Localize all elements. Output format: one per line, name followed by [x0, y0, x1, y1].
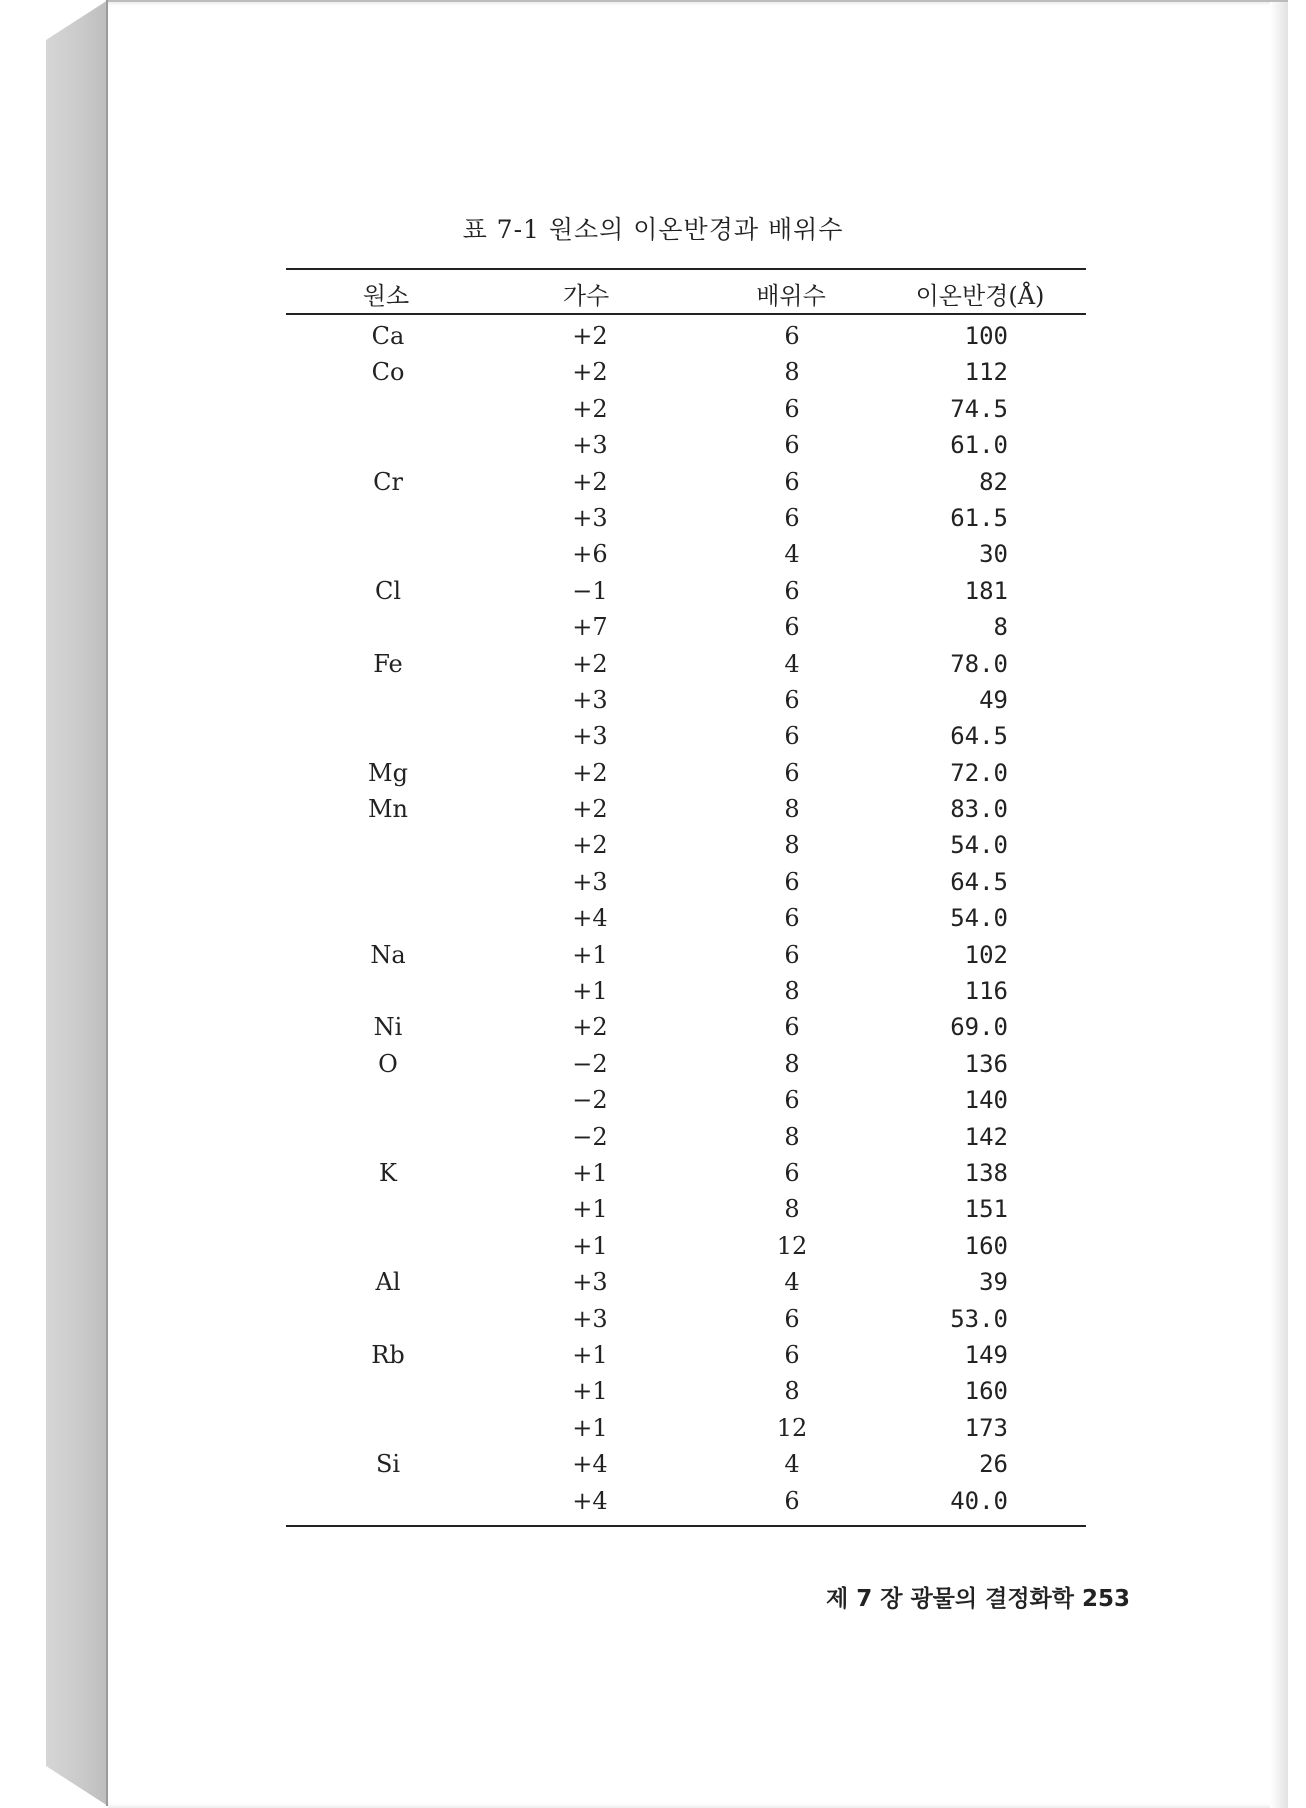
coordination-cell: 6: [784, 1158, 800, 1187]
table-row: [0, 1121, 1306, 1157]
table-row: [0, 1157, 1306, 1193]
table-row: [0, 648, 1306, 684]
table-top-rule: [286, 268, 1086, 270]
table-bottom-rule: [286, 1525, 1086, 1527]
table-row: [0, 1230, 1306, 1266]
valence-cell: +6: [572, 540, 608, 569]
table-title: 표 7-1 원소의 이온반경과 배위수: [462, 215, 844, 244]
header-radius: 이온반경(Å): [915, 282, 1045, 310]
element-cell: Fe: [373, 649, 403, 678]
radius-cell: 40.0: [950, 1486, 1008, 1515]
coordination-cell: 6: [784, 576, 800, 605]
radius-cell: 82: [979, 467, 1008, 496]
table-row: [0, 720, 1306, 756]
coordination-cell: 6: [784, 685, 800, 714]
coordination-cell: 12: [776, 1231, 808, 1260]
header-element: 원소: [362, 282, 410, 310]
radius-cell: 83.0: [950, 795, 1008, 824]
element-cell: Ca: [371, 322, 405, 350]
table-row: [0, 975, 1306, 1011]
radius-cell: 173: [964, 1413, 1008, 1442]
table-row: [0, 1048, 1306, 1084]
valence-cell: +2: [572, 649, 608, 678]
element-cell: Ni: [373, 1013, 403, 1042]
table-row: [0, 393, 1306, 429]
coordination-cell: 4: [784, 1268, 800, 1297]
radius-cell: 142: [964, 1122, 1008, 1151]
valence-cell: +2: [572, 1013, 608, 1042]
valence-cell: +3: [572, 431, 608, 460]
coordination-cell: 6: [784, 431, 800, 460]
table-row: [0, 866, 1306, 902]
valence-cell: +2: [572, 394, 608, 423]
table-row: [0, 684, 1306, 720]
table-row: [0, 902, 1306, 938]
header-coordination: 배위수: [756, 282, 826, 310]
valence-cell: +2: [572, 322, 608, 350]
coordination-cell: 6: [784, 722, 800, 751]
table-row: [0, 1375, 1306, 1411]
table-row: [0, 356, 1306, 392]
coordination-cell: 6: [784, 1013, 800, 1042]
valence-cell: +1: [572, 1158, 608, 1187]
table-row: [0, 1266, 1306, 1302]
table-row: [0, 502, 1306, 538]
table-row: [0, 757, 1306, 793]
valence-cell: +1: [572, 1195, 608, 1224]
coordination-cell: 8: [784, 795, 800, 824]
table-header-rule: [286, 313, 1086, 315]
element-cell: Rb: [371, 1340, 405, 1369]
coordination-cell: 8: [784, 1122, 800, 1151]
table-row: [0, 829, 1306, 865]
radius-cell: 54.0: [950, 904, 1008, 933]
valence-cell: +2: [572, 758, 608, 787]
element-cell: Na: [370, 940, 406, 969]
coordination-cell: 6: [784, 1340, 800, 1369]
radius-cell: 160: [964, 1377, 1008, 1406]
radius-cell: 136: [964, 1049, 1008, 1078]
table-row: [0, 1084, 1306, 1120]
valence-cell: +1: [572, 1340, 608, 1369]
element-cell: Mg: [368, 758, 408, 787]
radius-cell: 149: [964, 1340, 1008, 1369]
valence-cell: +3: [572, 503, 608, 532]
table-row: [0, 1485, 1306, 1521]
radius-cell: 61.0: [950, 431, 1008, 460]
radius-cell: 140: [964, 1086, 1008, 1115]
radius-cell: 54.0: [950, 831, 1008, 860]
radius-cell: 160: [964, 1231, 1008, 1260]
valence-cell: +1: [572, 1231, 608, 1260]
element-cell: Al: [375, 1268, 401, 1297]
coordination-cell: 6: [784, 394, 800, 423]
table-row: [0, 1339, 1306, 1375]
radius-cell: 116: [964, 977, 1008, 1006]
table-row: [0, 939, 1306, 975]
table-row: [0, 575, 1306, 611]
radius-cell: 30: [979, 540, 1008, 569]
valence-cell: +7: [572, 613, 608, 642]
valence-cell: +2: [572, 358, 608, 387]
radius-cell: 74.5: [950, 394, 1008, 423]
table-row: [0, 611, 1306, 647]
coordination-cell: 6: [784, 1086, 800, 1115]
valence-cell: +4: [572, 1450, 608, 1479]
valence-cell: +1: [572, 940, 608, 969]
valence-cell: +3: [572, 1304, 608, 1333]
table-row: [0, 1193, 1306, 1229]
table-row: [0, 429, 1306, 465]
element-cell: Co: [371, 358, 405, 387]
valence-cell: +3: [572, 722, 608, 751]
valence-cell: +3: [572, 685, 608, 714]
table-row: [0, 538, 1306, 574]
element-cell: Mn: [367, 795, 409, 824]
coordination-cell: 6: [784, 503, 800, 532]
valence-cell: +2: [572, 467, 608, 496]
coordination-cell: 4: [784, 649, 800, 678]
table-header: [0, 272, 1306, 310]
coordination-cell: 8: [784, 1049, 800, 1078]
element-cell: O: [378, 1049, 398, 1078]
page-footer: 제 7 장 광물의 결정화학 253: [825, 1586, 1130, 1612]
coordination-cell: 6: [784, 904, 800, 933]
table-row: [0, 1011, 1306, 1047]
valence-cell: +1: [572, 1377, 608, 1406]
coordination-cell: 12: [776, 1413, 808, 1442]
coordination-cell: 4: [784, 1450, 800, 1479]
header-valence: 가수: [562, 282, 610, 310]
valence-cell: +4: [572, 904, 608, 933]
radius-cell: 69.0: [950, 1013, 1008, 1042]
radius-cell: 78.0: [950, 649, 1008, 678]
radius-cell: 100: [964, 322, 1008, 350]
coordination-cell: 6: [784, 867, 800, 896]
radius-cell: 49: [979, 685, 1008, 714]
valence-cell: −2: [572, 1049, 608, 1078]
coordination-cell: 4: [784, 540, 800, 569]
radius-cell: 181: [964, 576, 1008, 605]
coordination-cell: 8: [784, 1195, 800, 1224]
radius-cell: 151: [964, 1195, 1008, 1224]
table-row: [0, 1448, 1306, 1484]
valence-cell: +2: [572, 795, 608, 824]
element-cell: Si: [375, 1450, 401, 1479]
table-row: [0, 1412, 1306, 1448]
valence-cell: +2: [572, 831, 608, 860]
coordination-cell: 8: [784, 358, 800, 387]
radius-cell: 53.0: [950, 1304, 1008, 1333]
radius-cell: 8: [993, 613, 1008, 642]
valence-cell: +1: [572, 977, 608, 1006]
valence-cell: +3: [572, 1268, 608, 1297]
radius-cell: 112: [964, 358, 1008, 387]
element-cell: K: [379, 1158, 397, 1187]
valence-cell: −2: [572, 1122, 608, 1151]
coordination-cell: 6: [784, 1486, 800, 1515]
table-row: [0, 320, 1306, 356]
coordination-cell: 6: [784, 758, 800, 787]
table-body: [0, 320, 1306, 1521]
radius-cell: 64.5: [950, 867, 1008, 896]
table-row: [0, 466, 1306, 502]
coordination-cell: 8: [784, 1377, 800, 1406]
valence-cell: +1: [572, 1413, 608, 1442]
radius-cell: 39: [979, 1268, 1008, 1297]
radius-cell: 64.5: [950, 722, 1008, 751]
valence-cell: −2: [572, 1086, 608, 1115]
valence-cell: +3: [572, 867, 608, 896]
coordination-cell: 8: [784, 831, 800, 860]
element-cell: Cl: [374, 576, 402, 605]
table-row: [0, 793, 1306, 829]
radius-cell: 61.5: [950, 503, 1008, 532]
valence-cell: +4: [572, 1486, 608, 1515]
element-cell: Cr: [373, 467, 403, 496]
coordination-cell: 6: [784, 467, 800, 496]
coordination-cell: 6: [784, 322, 800, 350]
valence-cell: −1: [572, 576, 608, 605]
coordination-cell: 8: [784, 977, 800, 1006]
coordination-cell: 6: [784, 940, 800, 969]
radius-cell: 138: [964, 1158, 1008, 1187]
radius-cell: 26: [979, 1450, 1008, 1479]
table-row: [0, 1303, 1306, 1339]
radius-cell: 102: [964, 940, 1008, 969]
coordination-cell: 6: [784, 1304, 800, 1333]
coordination-cell: 6: [784, 613, 800, 642]
radius-cell: 72.0: [950, 758, 1008, 787]
